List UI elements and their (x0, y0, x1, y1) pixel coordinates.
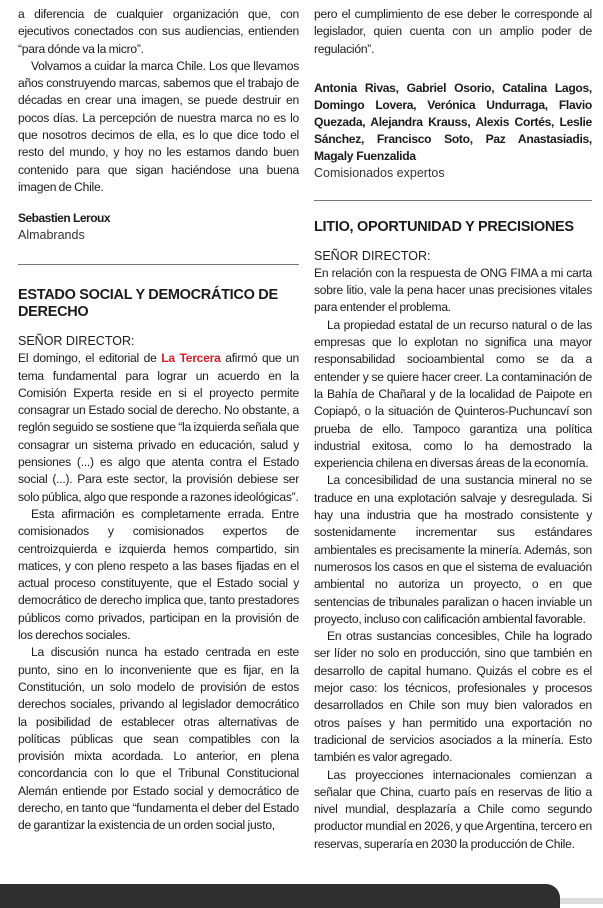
letter3-headline: LITIO, OPORTUNIDAD Y PRECISIONES (314, 218, 574, 235)
bottom-bar (0, 884, 560, 908)
letter3-salutation: SEÑOR DIRECTOR: (314, 248, 431, 263)
letter2-paragraph-2: Esta afirmación es completamente errada. Entre comisionados y comisionados expertos de centroizquierda e izquierda hemos compartido, sin matices, y con pleno respeto a las bases fijadas en el actual proceso constituyente, que el Estado social y democrático de derecho implica que, tanto prestadores públicos como privados, participan en la provisión de los derechos sociales. (18, 506, 299, 643)
letter2-p1-start: El domingo, el editorial de (18, 351, 162, 366)
letter3-paragraph-4: En otras sustancias concesibles, Chile ha logrado ser líder no solo en producción, sino que también en desarrollo de capital humano. Quizás el cobre es el mejor caso: los técnicos, profesionales y procesos desarrollados en Chile son muy bien valorados en otros países y han permitido una exportación no tradicional de servicios asociados a la minería. Esto también es valor agregado. (314, 629, 592, 765)
letter2-paragraph-1 (18, 350, 299, 506)
letter1-author: Sebastien Leroux (18, 211, 111, 226)
letter1-affiliation: Almabrands (18, 228, 85, 243)
letter1-paragraph-2: Volvamos a cuidar la marca Chile. Los que llevamos años construyendo marcas, sabemos que el trabajo de décadas en crear una imagen, se puede destruir en pocos días. La percepción de nuestra marca no es lo que nosotros decimos de ella, es lo que dice todo el resto del mundo, y hoy no les estamos dando buen contenido para que sigan haciéndose una buena imagen de Chile. (18, 58, 299, 194)
letter2-paragraph-4: pero el cumplimiento de ese deber le corresponde al legislador, quien cuenta con un amplio poder de regulación”. (314, 7, 592, 56)
letter2-paragraph-3: La discusión nunca ha estado centrada en este punto, sino en lo inconveniente que es fijar, en la Constitución, un solo modelo de provisión de estos derechos sociales, privando al legislador democrático la posibilidad de establecer otras alternativas de políticas públicas que sean compatibles con la provisión mixta acordada. Lo anterior, en plena concordancia con lo que el Tribunal Constitucional Alemán entiende por Estado social y democrático de derecho, en tanto que “fundamenta el deber del Estado de garantizar la existencia de un orden social justo, (18, 645, 299, 833)
letter2-signers: Antonia Rivas, Gabriel Osorio, Catalina Lagos, Domingo Lovera, Verónica Undurraga, Flavio Quezada, Alejandra Krauss, Alexis Cortés, Leslie Sánchez, Francisco Soto, Paz Anastasiadis, Magaly Fuenzalida (314, 80, 592, 163)
letter3-paragraph-5: Las proyecciones internacionales comienzan a señalar que China, cuarto país en reservas de litio a nivel mundial, desplazaría a Chile como segundo productor mundial en 2026, y que Argentina, tercero en reservas, superaría en 2030 la producción de Chile. (314, 767, 592, 851)
letter2-salutation: SEÑOR DIRECTOR: (18, 334, 135, 349)
letter2-p1-end: afirmó que un tema fundamental para lograr un acuerdo en la Comisión Experta reside en si el proyecto permite consagrar un Estado social de derecho. No obstante, a reglón seguido se sostiene que “la izquierda señala que consagrar un sistema privado en educación, salud y pensiones (...) es algo que atenta contra el Estado social (...). Para este sector, la provisión debiese ser solo pública, algo que responde a razones ideológicas”. (18, 351, 299, 504)
letter3-paragraph-2: La propiedad estatal de un recurso natural o de las empresas que lo explotan no significa una mayor responsabilidad socioambiental como se da a entender y se quiere hacer creer. La contaminación de la Bahía de Chañaral y de la localidad de Paipote en Copiapó, o la situación de Quinteros-Puchuncaví son prueba de ello. Tampoco garantiza una política industrial exitosa, como lo ha demostrado la experiencia chilena en diversas áreas de la economía. (314, 317, 592, 471)
letter3-paragraph-3: La concesibilidad de una sustancia mineral no se traduce en una explotación salvaje y desregulada. Si hay una industria que ha mostrado consistente y sostenidamente incrementar sus estándares ambientales es precisamente la minería. Además, son numerosos los casos en que el sistema de evaluación ambiental no autoriza un proyecto, o en que sentencias de tribunales paralizan o hacen inviable un proyecto, incluso con calificación ambiental favorable. (314, 473, 592, 626)
letter3-paragraph-1: En relación con la respuesta de ONG FIMA a mi carta sobre litio, vale la pena hacer unas precisiones vitales para entender el problema. (314, 265, 592, 315)
letter2-affiliation: Comisionados expertos (314, 165, 445, 180)
newspaper-name: La Tercera (161, 351, 221, 366)
letter1-paragraph-1: a diferencia de cualquier organización que, con ejecutivos conectados con sus audiencias, entienden “para dónde va la micro”. (18, 7, 299, 56)
bottom-edge (560, 898, 603, 904)
right-column (314, 6, 592, 853)
left-column (18, 6, 299, 835)
letter2-headline: ESTADO SOCIAL Y DEMOCRÁTICO DE DERECHO (18, 287, 278, 321)
